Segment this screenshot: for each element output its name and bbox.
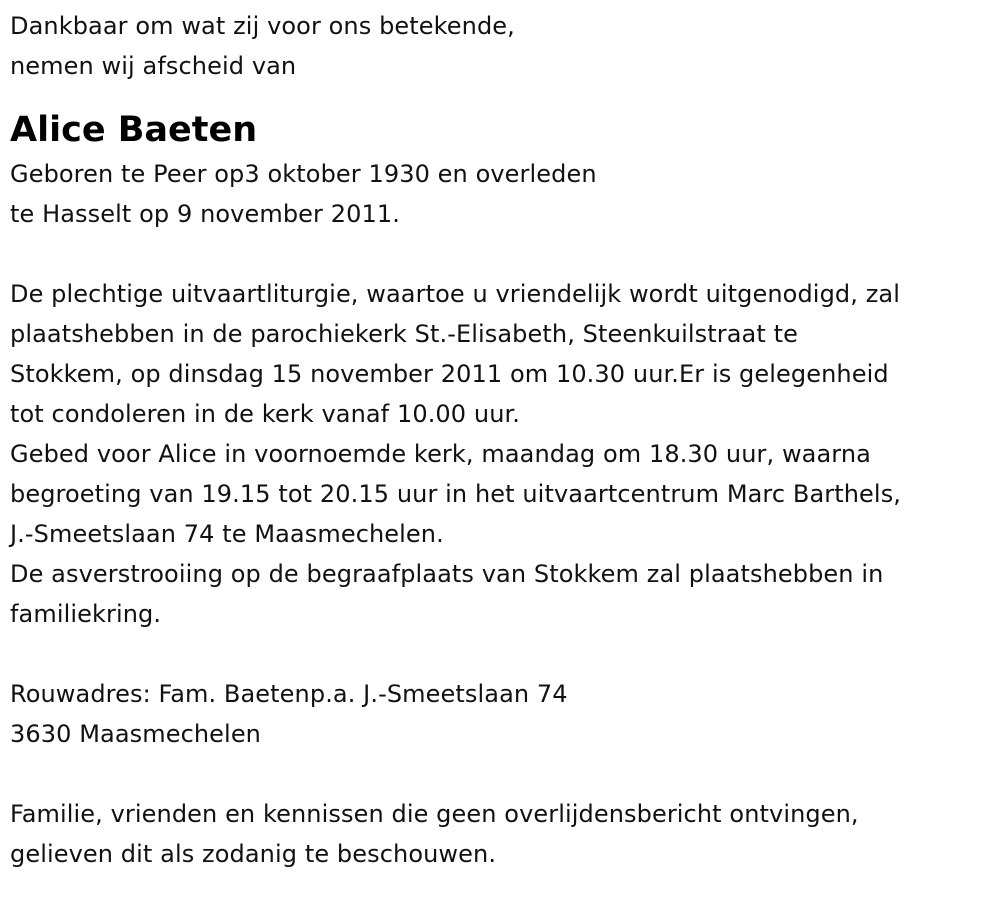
ash-scattering-line-2: familiekring. [10, 600, 162, 628]
ash-scattering-line-1: De asverstrooiing op de begraafplaats van Stokkem zal plaatshebben in [10, 560, 884, 588]
ceremony-line-1: De plechtige uitvaartliturgie, waartoe u vriendelijk wordt uitgenodigd, zal [10, 280, 900, 308]
spacer [10, 234, 990, 274]
deceased-name: Alice Baeten [10, 110, 258, 150]
intro-line-1: Dankbaar om wat zij voor ons betekende, [10, 12, 515, 40]
mourning-address-line-1: Rouwadres: Fam. Baetenp.a. J.-Smeetslaan 74 [10, 680, 568, 708]
closing-line-2: gelieven dit als zodanig te beschouwen. [10, 840, 497, 868]
ceremony-line-2: plaatshebben in de parochiekerk St.-Elisabeth, Steenkuilstraat te [10, 320, 798, 348]
closing-line-1: Familie, vrienden en kennissen die geen overlijdensbericht ontvingen, [10, 800, 859, 828]
spacer [10, 754, 990, 794]
birth-death-line-1: Geboren te Peer op3 oktober 1930 en overleden [10, 160, 597, 188]
prayer-line-2: begroeting van 19.15 tot 20.15 uur in het uitvaartcentrum Marc Barthels, [10, 480, 902, 508]
spacer [10, 634, 990, 674]
prayer-line-3: J.-Smeetslaan 74 te Maasmechelen. [10, 520, 444, 548]
ceremony-line-3: Stokkem, op dinsdag 15 november 2011 om 10.30 uur.Er is gelegenheid [10, 360, 889, 388]
prayer-line-1: Gebed voor Alice in voornoemde kerk, maandag om 18.30 uur, waarna [10, 440, 871, 468]
intro-line-2: nemen wij afscheid van [10, 52, 297, 80]
ceremony-line-4: tot condoleren in de kerk vanaf 10.00 uur. [10, 400, 521, 428]
mourning-address-line-2: 3630 Maasmechelen [10, 720, 261, 748]
birth-death-line-2: te Hasselt op 9 november 2011. [10, 200, 400, 228]
